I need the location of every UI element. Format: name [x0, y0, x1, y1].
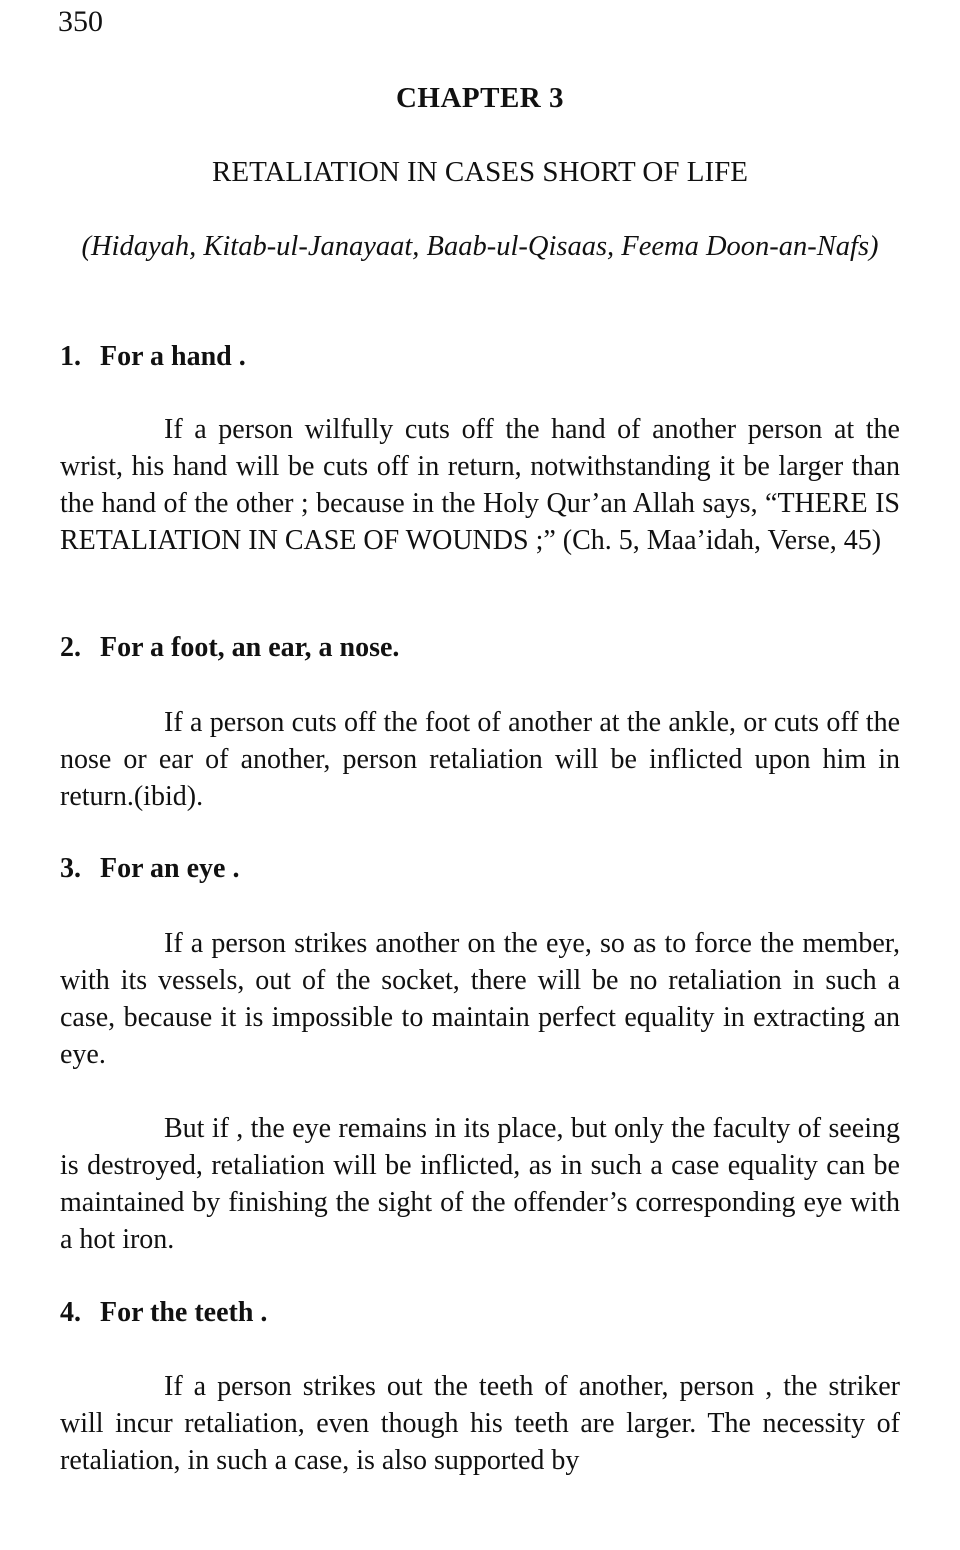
source-reference: (Hidayah, Kitab-ul-Janayaat, Baab-ul-Qisaas, Feema Doon-an-Nafs)	[81, 231, 879, 262]
section-number: 2.	[60, 632, 81, 663]
section-heading-eye	[60, 850, 900, 888]
section-heading-hand	[60, 338, 900, 376]
section-title: For a hand .	[100, 341, 246, 372]
section-number: 1.	[60, 341, 81, 372]
section-title: For the teeth .	[100, 1297, 268, 1328]
paragraph: If a person wilfully cuts off the hand of another person at the wrist, his hand will be cuts off in return, notwithstanding it be larger than the hand of the other ; because in the Holy Qur’an Allah says, “THERE IS RETALIATION IN CASE OF WOUNDS ;” (Ch. 5, Maa’idah, Verse, 45)	[60, 414, 900, 556]
section-title: For an eye .	[100, 853, 240, 884]
paragraph: If a person strikes out the teeth of another, person , the striker will incur retaliation, even though his teeth are larger. The necessity of retaliation, in such a case, is also supported by	[60, 1371, 900, 1476]
section-heading-teeth	[60, 1294, 900, 1332]
section-number: 4.	[60, 1297, 81, 1328]
chapter-subtitle: RETALIATION IN CASES SHORT OF LIFE	[212, 156, 748, 188]
section-heading-foot-ear-nose	[60, 629, 900, 667]
paragraph: If a person strikes another on the eye, so as to force the member, with its vessels, out of the socket, there will be no retaliation in such a case, because it is impossible to maintain perfect equality in extracting an eye.	[60, 928, 900, 1070]
page-number: 350	[58, 5, 103, 38]
section-title: For a foot, an ear, a nose.	[100, 632, 400, 663]
paragraph: But if , the eye remains in its place, but only the faculty of seeing is destroyed, retaliation will be inflicted, as in such a case equality can be maintained by finishing the sight of the offender’s corresponding eye with a hot iron.	[60, 1113, 900, 1255]
paragraph: If a person cuts off the foot of another at the ankle, or cuts off the nose or ear of another, person retaliation will be inflicted upon him in return.(ibid).	[60, 707, 900, 812]
chapter-title: CHAPTER 3	[395, 82, 565, 114]
section-number: 3.	[60, 853, 81, 884]
